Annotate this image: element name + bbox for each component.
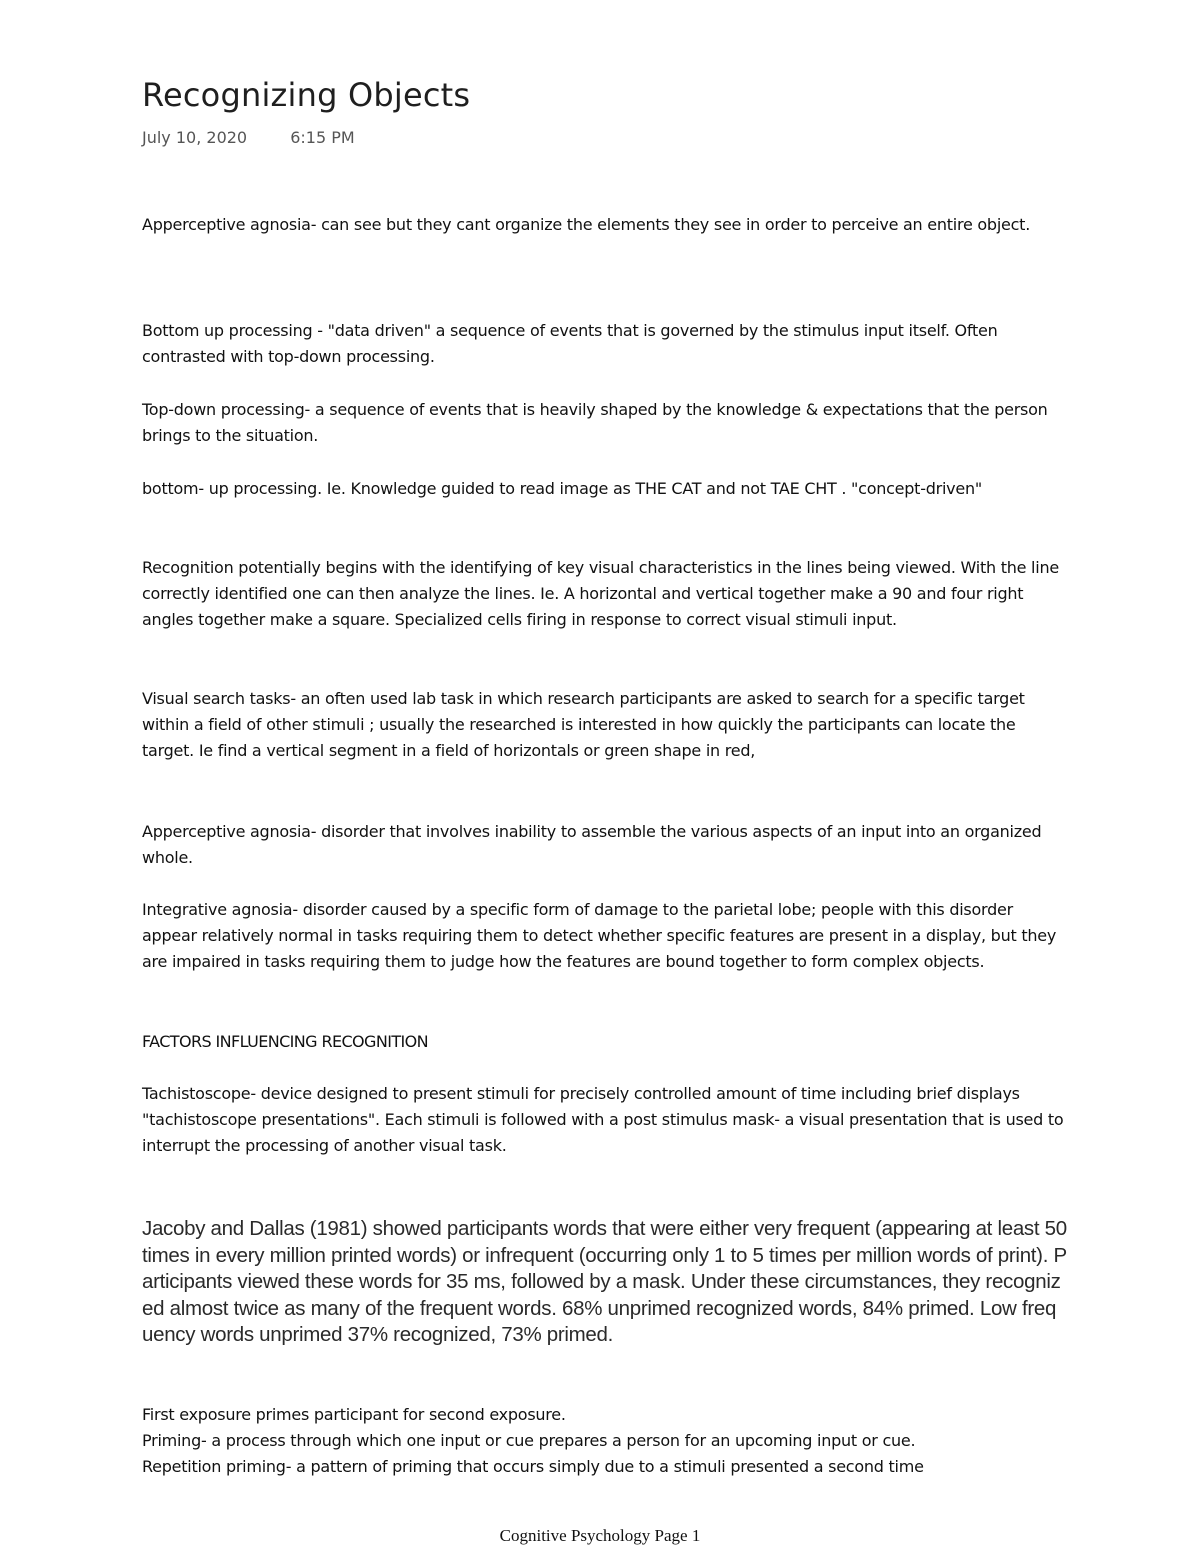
page-footer: Cognitive Psychology Page 1 <box>499 1526 701 1545</box>
paragraph-visual-search-tasks: Visual search tasks- an often used lab task in which research participants are asked to search for a specific target within a field of other stimuli ; usually the researched is interested in how quickly the participants can locate the target. Ie find a vertical segment in a field of horizontals or green shape in red, <box>142 689 1025 760</box>
paragraph-concept-driven: bottom- up processing. Ie. Knowledge guided to read image as THE CAT and not TAE CHT . "concept-driven" <box>142 479 982 498</box>
paragraph-integrative-agnosia: Integrative agnosia- disorder caused by a specific form of damage to the parietal lobe; people with this disorder appear relatively normal in tasks requiring them to detect whether specific features are present in a display, but they are impaired in tasks requiring them to judge how the features are bound together to form complex objects. <box>142 900 1057 971</box>
note-time: 6:15 PM <box>290 128 355 147</box>
paragraph-recognition-features: Recognition potentially begins with the identifying of key visual characteristics in the lines being viewed. With the line correctly identified one can then analyze the lines. Ie. A horizontal and vertical together make a 90 and four right angles together make a square. Specialized cells firing in response to correct visual stimuli input. <box>142 558 1059 629</box>
paragraph-top-down-processing: Top-down processing- a sequence of events that is heavily shaped by the knowledge & expectations that the person brings to the situation. <box>142 400 1048 445</box>
paragraph-apperceptive-agnosia-definition: Apperceptive agnosia- disorder that involves inability to assemble the various aspects of an input into an organized whole. <box>142 822 1042 867</box>
paragraph-repetition-priming: Repetition priming- a pattern of priming that occurs simply due to a stimuli presented a second time <box>142 1457 924 1476</box>
paragraph-apperceptive-agnosia-intro: Apperceptive agnosia- can see but they cant organize the elements they see in order to perceive an entire object. <box>142 215 1031 234</box>
note-metadata <box>142 127 355 149</box>
section-heading-factors: FACTORS INFLUENCING RECOGNITION <box>142 1032 428 1051</box>
page-title: Recognizing Objects <box>142 76 471 114</box>
note-date: July 10, 2020 <box>142 128 248 147</box>
paragraph-bottom-up-processing: Bottom up processing - "data driven" a sequence of events that is governed by the stimulus input itself. Often contrasted with top-down processing. <box>142 321 998 366</box>
paragraph-priming: Priming- a process through which one input or cue prepares a person for an upcoming input or cue. <box>142 1431 916 1450</box>
paragraph-first-exposure: First exposure primes participant for second exposure. <box>142 1405 566 1424</box>
paragraph-tachistoscope: Tachistoscope- device designed to present stimuli for precisely controlled amount of time including brief displays "tachistoscope presentations". Each stimuli is followed with a post stimulus mask- a visual presentation that is used to interrupt the processing of another visual task. <box>142 1084 1064 1155</box>
paragraph-jacoby-dallas: Jacoby and Dallas (1981) showed participants words that were either very frequent (appearing at least 50 times in every million printed words) or infrequent (occurring only 1 to 5 times per million words of print). Participants viewed these words for 35 ms, followed by a mask. Under these circumstances, they recognized almost twice as many of the frequent words. 68% unprimed recognized words, 84% primed. Low frequency words unprimed 37% recognized, 73% primed. <box>142 1217 1067 1346</box>
